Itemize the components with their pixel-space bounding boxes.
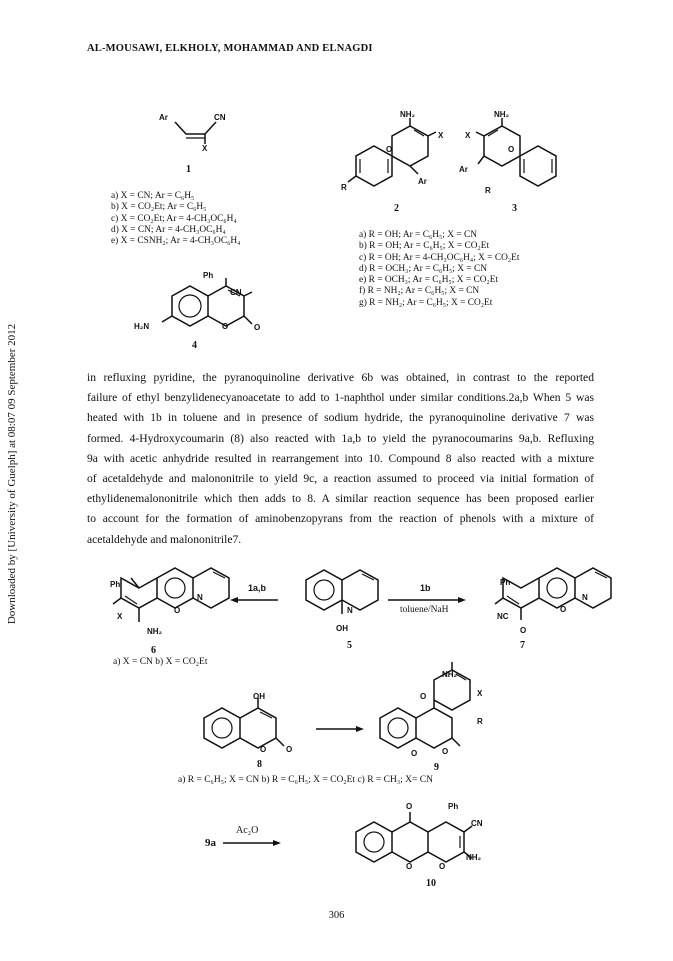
struct3-r: R bbox=[485, 186, 491, 195]
list-item: d) X = CN; Ar = 4-CH₃OC₆H₄ bbox=[111, 224, 226, 235]
struct10-cn: CN bbox=[471, 819, 483, 828]
struct2-r: R bbox=[341, 183, 347, 192]
list-item: c) R = OH; Ar = 4-CH₃OC₆H₄; X = CO₂Et bbox=[359, 252, 520, 263]
struct7-o1: O bbox=[560, 605, 567, 614]
compound-number-7: 7 bbox=[520, 640, 525, 651]
struct10-ph: Ph bbox=[448, 802, 459, 811]
struct10-o1: O bbox=[406, 862, 413, 871]
struct3-nh2: NH₂ bbox=[494, 110, 510, 119]
compound-number-2: 2 bbox=[394, 203, 399, 214]
list-item: f) R = NH₂; Ar = C₆H₅; X = CN bbox=[359, 286, 480, 297]
compound-number-1: 1 bbox=[186, 164, 191, 175]
struct10-o2: O bbox=[439, 862, 446, 871]
paragraph-line: 9a with acetic anhydride resulted in rearrangement into 10. Compound 8 also reacted with a mixture bbox=[87, 451, 594, 465]
paragraph-line: of acetaldehyde and malononitrile to yield 9c, a reaction assumed to proceed via initial formation of bbox=[87, 472, 594, 486]
arrow-right bbox=[388, 596, 468, 604]
struct1-x: X bbox=[202, 144, 208, 153]
struct6-nh2: NH₂ bbox=[147, 627, 163, 636]
structure-6-bonds bbox=[105, 560, 245, 650]
arrow-left bbox=[230, 596, 280, 604]
compound-number-6: 6 bbox=[151, 645, 156, 656]
struct6-x: X bbox=[117, 612, 123, 621]
struct6-n: N bbox=[197, 593, 203, 602]
structure-8-bonds bbox=[196, 698, 296, 758]
struct8-o1: O bbox=[260, 745, 267, 754]
struct9-x: X bbox=[477, 689, 483, 698]
structure-10-bonds bbox=[348, 810, 488, 880]
arrow-left-label: 1a,b bbox=[248, 583, 267, 593]
list-item: g) R = NH₂; Ar = C₆H₅; X = CO₂Et bbox=[359, 297, 493, 308]
struct9-o2: O bbox=[442, 747, 449, 756]
struct3-o: O bbox=[508, 145, 515, 154]
list-item: e) R = OCH₃; Ar = C₆H₅; X = CO₂Et bbox=[359, 275, 499, 286]
list-item: e) X = CSNH₂; Ar = 4-CH₃OC₆H₄ bbox=[111, 236, 241, 247]
compound-number-5: 5 bbox=[347, 640, 352, 651]
paragraph-line: formed. 4-Hydroxycoumarin (8) also reacted with 1a,b to yield the pyranocoumarins 9a,b. Refluxing bbox=[87, 431, 594, 445]
paragraph-line: heated with 1b in toluene and in presence of sodium hydride, the pyranoquinoline derivative 7 was bbox=[87, 411, 594, 425]
struct7-o2: O bbox=[520, 626, 527, 635]
struct2-o: O bbox=[386, 145, 393, 154]
struct7-ph: Ph bbox=[500, 578, 511, 587]
struct1-cn: CN bbox=[214, 113, 226, 122]
list-item: a) X = CN; Ar = C₆H₅ bbox=[111, 191, 195, 201]
struct2-nh2: NH₂ bbox=[400, 110, 416, 119]
struct9-nh2: NH₂ bbox=[442, 670, 458, 679]
running-head: AL-MOUSAWI, ELKHOLY, MOHAMMAD AND ELNAGDI bbox=[87, 43, 373, 54]
struct7-nc: NC bbox=[497, 612, 509, 621]
list-item: d) R = OCH₃; Ar = C₆H₅; X = CN bbox=[359, 263, 488, 274]
struct5-oh: OH bbox=[336, 624, 348, 633]
struct10-nh2: NH₂ bbox=[466, 853, 482, 862]
arrow-right-label-bottom: toluene/NaH bbox=[400, 605, 449, 615]
struct9-o: O bbox=[420, 692, 427, 701]
structure-9-bonds bbox=[372, 660, 492, 760]
structure-4-bonds bbox=[150, 278, 260, 358]
struct4-ph: Ph bbox=[203, 271, 214, 280]
arrow-9a-to-10 bbox=[223, 839, 283, 847]
paragraph-line: to account for the formation of aminobenzopyrans from the reaction of phenols with a mixture of bbox=[87, 512, 594, 526]
compound-number-4: 4 bbox=[192, 340, 197, 351]
start-compound-9a: 9a bbox=[205, 837, 216, 849]
struct2-x: X bbox=[438, 131, 444, 140]
struct7-n: N bbox=[582, 593, 588, 602]
list-item: a) R = OH; Ar = C₆H₅; X = CN bbox=[359, 230, 477, 240]
page-number: 306 bbox=[328, 910, 345, 921]
struct4-h2n: H₂N bbox=[134, 322, 150, 331]
struct1-ar: Ar bbox=[159, 113, 168, 122]
struct6-o: O bbox=[174, 606, 181, 615]
arrow-8-to-9 bbox=[316, 725, 366, 733]
struct4-o1: O bbox=[222, 322, 229, 331]
compound-9-caption: a) R = C₆H₅; X = CN b) R = C₆H₅; X = CO₂Et c) R = CH₃; X= CN bbox=[178, 775, 433, 785]
struct4-cn: CN bbox=[230, 288, 242, 297]
paragraph-line: acetaldehyde and malononitrile7. bbox=[87, 532, 242, 546]
paragraph-line: failure of ethyl benzylidenecyanoacetate to add to 1-naphthol under similar conditions.2a,b When 5 was bbox=[87, 391, 594, 405]
arrow-right-label-top: 1b bbox=[420, 583, 431, 593]
struct4-o2: O bbox=[254, 323, 261, 332]
download-note: Downloaded by [University of Guelph] at 08:07 09 September 2012 bbox=[6, 323, 18, 625]
paragraph-line: ethylidenemalononitrile which then adds to 8. A similar reaction sequence has been proposed earlier bbox=[87, 492, 594, 506]
compound-1-variants bbox=[111, 191, 240, 247]
list-item: b) R = OH; Ar = C₆H₅; X = CO₂Et bbox=[359, 241, 490, 252]
compound-2-3-variants bbox=[359, 230, 519, 309]
struct3-ar: Ar bbox=[459, 165, 468, 174]
struct9-r: R bbox=[477, 717, 483, 726]
list-item: b) X = CO₂Et; Ar = C₆H₅ bbox=[111, 202, 207, 213]
list-item: c) X = CO₂Et; Ar = 4-CH₃OC₆H₄ bbox=[111, 213, 237, 224]
structure-5-bonds bbox=[288, 570, 368, 640]
struct2-ar: Ar bbox=[418, 177, 427, 186]
body-paragraph bbox=[87, 368, 594, 550]
struct10-o-top: O bbox=[406, 802, 413, 811]
reagent-label: Ac₂O bbox=[236, 825, 259, 836]
compound-number-8: 8 bbox=[257, 759, 262, 770]
paragraph-line: in refluxing pyridine, the pyranoquinoline derivative 6b was obtained, in contrast to the reported bbox=[87, 371, 594, 384]
struct9-o1: O bbox=[411, 749, 418, 758]
struct8-oh: OH bbox=[253, 692, 265, 701]
compound-number-3: 3 bbox=[512, 203, 517, 214]
struct5-n: N bbox=[347, 606, 353, 615]
struct6-ph: Ph bbox=[110, 580, 121, 589]
struct3-x: X bbox=[465, 131, 471, 140]
compound-number-9: 9 bbox=[434, 762, 439, 773]
structure-2-bonds bbox=[360, 118, 470, 208]
compound-6-caption: a) X = CN b) X = CO₂Et bbox=[113, 657, 208, 667]
struct8-o2: O bbox=[286, 745, 293, 754]
compound-number-10: 10 bbox=[426, 878, 436, 889]
